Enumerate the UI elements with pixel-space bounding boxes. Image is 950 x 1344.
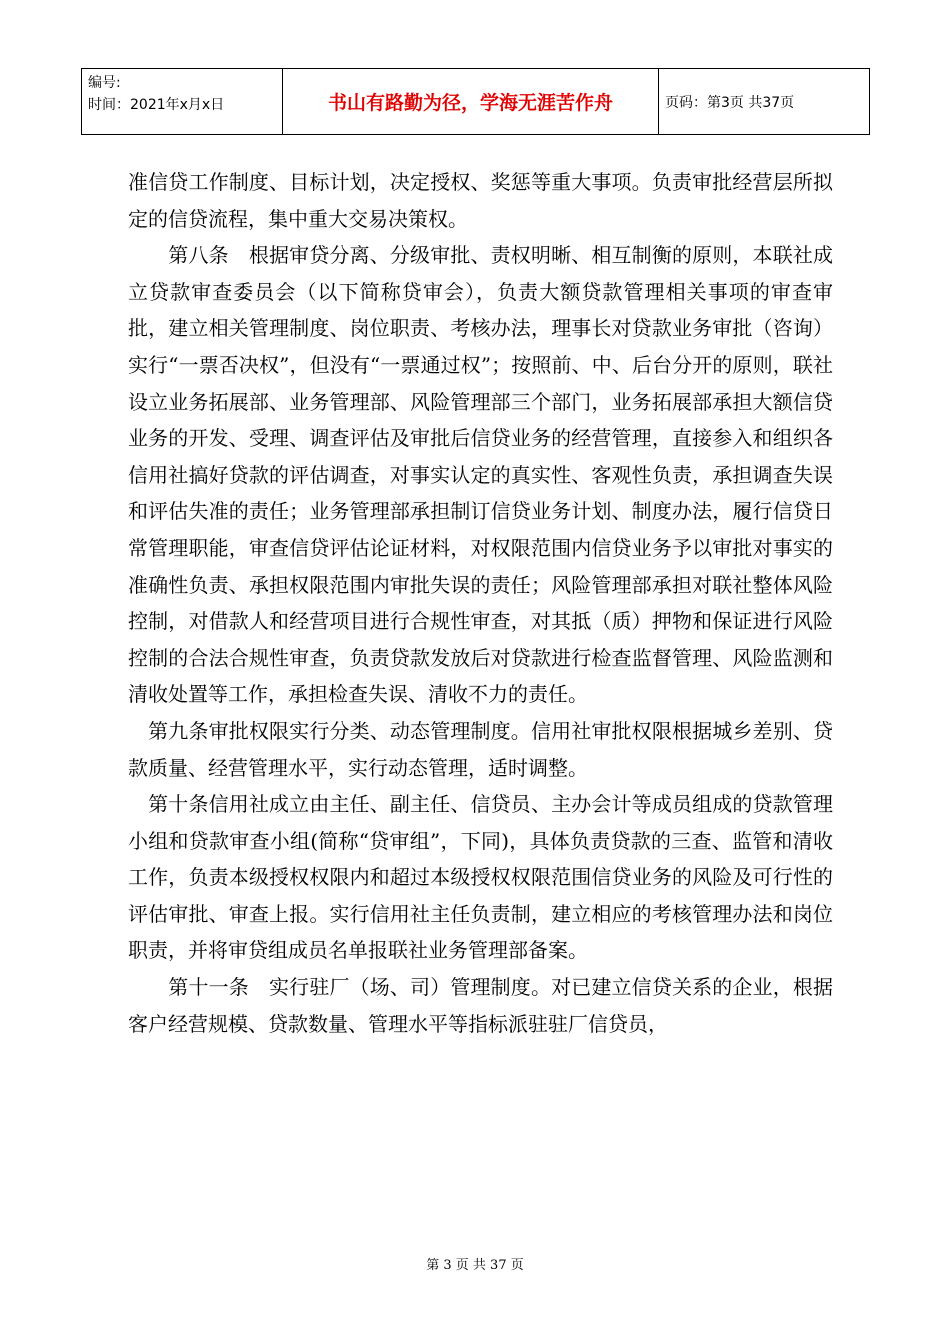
- page-header: [81, 68, 870, 135]
- paragraph: 准信贷工作制度、目标计划，决定授权、奖惩等重大事项。负责审批经营层所拟定的信贷流程，集中重大交易决策权。: [128, 170, 833, 231]
- paragraph: 第八条 根据审贷分离、分级审批、责权明晰、相互制衡的原则，本联社成立贷款审查委员会（以下简称贷审会），负责大额贷款管理相关事项的审查审批，建立相关管理制度、岗位职责、考核办法，理事长对贷款业务审批（咨询）实行“一票否决权”，但没有“一票通过权”；按照前、中、后台分开的原则，联社设立业务拓展部、业务管理部、风险管理部三个部门，业务拓展部承担大额信贷业务的开发、受理、调查评估及审批后信贷业务的经营管理，直接参入和组织各信用社搞好贷款的评估调查，对事实认定的真实性、客观性负责，承担调查失误和评估失准的责任；业务管理部承担制订信贷业务计划、制度办法，履行信贷日常管理职能，审查信贷评估论证材料，对权限范围内信贷业务予以审批对事实的准确性负责、承担权限范围内审批失误的责任；风险管理部承担对联社整体风险控制，对借款人和经营项目进行合规性审查，对其抵（质）押物和保证进行风险控制的合法合规性审查，负责贷款发放后对贷款进行检查监督管理、风险监测和清收处置等工作，承担检查失误、清收不力的责任。: [128, 243, 833, 707]
- paragraph: 第九条审批权限实行分类、动态管理制度。信用社审批权限根据城乡差别、贷款质量、经营管理水平，实行动态管理，适时调整。: [128, 718, 833, 780]
- document-number-label: 编号:: [88, 75, 121, 91]
- header-motto: 书山有路勤为径，学海无涯苦作舟: [283, 69, 659, 134]
- header-page-info: 页码：第3页 共37页: [665, 94, 795, 111]
- header-meta: [82, 69, 283, 134]
- document-time-label: 时间：2021年x月x日: [88, 97, 225, 113]
- page-footer: 第 3 页 共 37 页: [426, 1258, 524, 1273]
- document-body: [128, 164, 833, 1042]
- paragraph: 第十条信用社成立由主任、副主任、信贷员、主办会计等成员组成的贷款管理小组和贷款审查小组(简称“贷审组”，下同)，具体负责贷款的三查、监管和清收工作，负责本级授权权限内和超过本级授权权限范围信贷业务的风险及可行性的评估审批、审查上报。实行信用社主任负责制，建立相应的考核管理办法和岗位职责，并将审贷组成员名单报联社业务管理部备案。: [128, 792, 833, 963]
- paragraph: 第十一条 实行驻厂（场、司）管理制度。对已建立信贷关系的企业，根据客户经营规模、贷款数量、管理水平等指标派驻驻厂信贷员，: [128, 975, 833, 1036]
